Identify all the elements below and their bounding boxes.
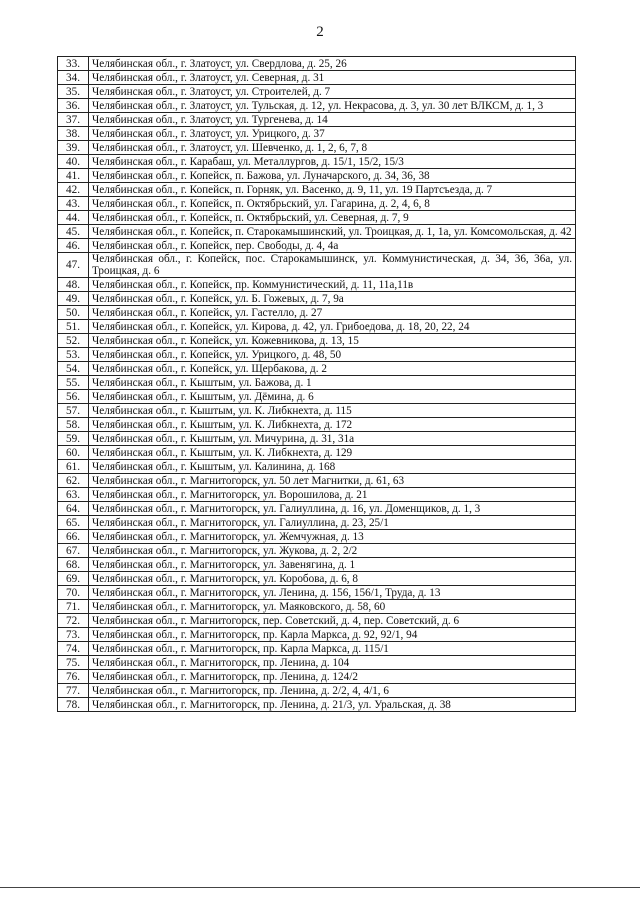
row-address: Челябинская обл., г. Кыштым, ул. К. Либкнехта, д. 172 (89, 418, 576, 432)
row-address: Челябинская обл., г. Карабаш, ул. Металлургов, д. 15/1, 15/2, 15/3 (89, 155, 576, 169)
table-row (58, 141, 576, 155)
table-row (58, 684, 576, 698)
table-row (58, 572, 576, 586)
table-row (58, 183, 576, 197)
row-address: Челябинская обл., г. Магнитогорск, ул. Жукова, д. 2, 2/2 (89, 544, 576, 558)
row-address: Челябинская обл., г. Магнитогорск, ул. Ленина, д. 156, 156/1, Труда, д. 13 (89, 586, 576, 600)
table-row (58, 670, 576, 684)
table-row (58, 253, 576, 278)
row-number: 47. (58, 253, 89, 278)
row-number: 46. (58, 239, 89, 253)
row-address: Челябинская обл., г. Магнитогорск, пер. Советский, д. 4, пер. Советский, д. 6 (89, 614, 576, 628)
row-address: Челябинская обл., г. Копейск, п. Старокамышинский, ул. Троицкая, д. 1, 1а, ул. Комсомольская, д. 42 (89, 225, 576, 239)
row-number: 71. (58, 600, 89, 614)
row-number: 59. (58, 432, 89, 446)
table-row (58, 446, 576, 460)
row-address: Челябинская обл., г. Магнитогорск, пр. Карла Маркса, д. 92, 92/1, 94 (89, 628, 576, 642)
row-number: 52. (58, 334, 89, 348)
row-address: Челябинская обл., г. Магнитогорск, ул. Коробова, д. 6, 8 (89, 572, 576, 586)
table-row (58, 306, 576, 320)
row-number: 53. (58, 348, 89, 362)
table-row (58, 155, 576, 169)
table-row (58, 628, 576, 642)
row-address: Челябинская обл., г. Копейск, ул. Урицкого, д. 48, 50 (89, 348, 576, 362)
row-address: Челябинская обл., г. Златоуст, ул. Тургенева, д. 14 (89, 113, 576, 127)
table-row (58, 127, 576, 141)
row-address: Челябинская обл., г. Копейск, пос. Старокамышинск, ул. Коммунистическая, д. 34, 36, 36а, ул. Троицкая, д. 6 (89, 253, 576, 278)
table-row (58, 698, 576, 712)
row-number: 54. (58, 362, 89, 376)
table-row (58, 390, 576, 404)
address-table-body (58, 57, 576, 712)
row-address: Челябинская обл., г. Магнитогорск, ул. Жемчужная, д. 13 (89, 530, 576, 544)
table-row (58, 71, 576, 85)
row-number: 67. (58, 544, 89, 558)
table-row (58, 432, 576, 446)
table-row (58, 558, 576, 572)
table-row (58, 404, 576, 418)
row-number: 40. (58, 155, 89, 169)
row-number: 57. (58, 404, 89, 418)
row-number: 44. (58, 211, 89, 225)
row-number: 49. (58, 292, 89, 306)
row-number: 48. (58, 278, 89, 292)
row-number: 76. (58, 670, 89, 684)
row-number: 61. (58, 460, 89, 474)
row-number: 36. (58, 99, 89, 113)
table-row (58, 278, 576, 292)
row-number: 69. (58, 572, 89, 586)
row-address: Челябинская обл., г. Кыштым, ул. Калинина, д. 168 (89, 460, 576, 474)
table-row (58, 530, 576, 544)
row-address: Челябинская обл., г. Кыштым, ул. Дёмина, д. 6 (89, 390, 576, 404)
row-number: 70. (58, 586, 89, 600)
row-address: Челябинская обл., г. Магнитогорск, пр. Ленина, д. 2/2, 4, 4/1, 6 (89, 684, 576, 698)
table-row (58, 614, 576, 628)
row-number: 66. (58, 530, 89, 544)
row-address: Челябинская обл., г. Златоуст, ул. Тульская, д. 12, ул. Некрасова, д. 3, ул. 30 лет ВЛКСМ, д. 1, 3 (89, 99, 576, 113)
row-address: Челябинская обл., г. Магнитогорск, пр. Карла Маркса, д. 115/1 (89, 642, 576, 656)
table-row (58, 113, 576, 127)
row-address: Челябинская обл., г. Копейск, пер. Свободы, д. 4, 4а (89, 239, 576, 253)
page-number: 2 (316, 24, 324, 40)
row-number: 78. (58, 698, 89, 712)
table-row (58, 197, 576, 211)
row-number: 58. (58, 418, 89, 432)
row-address: Челябинская обл., г. Магнитогорск, ул. 50 лет Магнитки, д. 61, 63 (89, 474, 576, 488)
table-row (58, 99, 576, 113)
row-number: 72. (58, 614, 89, 628)
table-row (58, 544, 576, 558)
table-row (58, 320, 576, 334)
row-address: Челябинская обл., г. Магнитогорск, ул. Галиуллина, д. 23, 25/1 (89, 516, 576, 530)
row-address: Челябинская обл., г. Магнитогорск, пр. Ленина, д. 104 (89, 656, 576, 670)
row-number: 65. (58, 516, 89, 530)
table-row (58, 600, 576, 614)
row-number: 55. (58, 376, 89, 390)
row-address: Челябинская обл., г. Кыштым, ул. Бажова, д. 1 (89, 376, 576, 390)
row-number: 37. (58, 113, 89, 127)
row-number: 56. (58, 390, 89, 404)
row-address: Челябинская обл., г. Магнитогорск, пр. Ленина, д. 124/2 (89, 670, 576, 684)
row-address: Челябинская обл., г. Копейск, ул. Б. Гожевых, д. 7, 9а (89, 292, 576, 306)
row-number: 38. (58, 127, 89, 141)
row-number: 50. (58, 306, 89, 320)
row-number: 63. (58, 488, 89, 502)
row-number: 35. (58, 85, 89, 99)
table-row (58, 656, 576, 670)
row-address: Челябинская обл., г. Копейск, ул. Кожевникова, д. 13, 15 (89, 334, 576, 348)
row-address: Челябинская обл., г. Копейск, п. Горняк, ул. Васенко, д. 9, 11, ул. 19 Партсъезда, д. 7 (89, 183, 576, 197)
table-row (58, 474, 576, 488)
table-row (58, 85, 576, 99)
row-number: 64. (58, 502, 89, 516)
table-row (58, 362, 576, 376)
table-row (58, 502, 576, 516)
table-row (58, 376, 576, 390)
row-number: 43. (58, 197, 89, 211)
row-address: Челябинская обл., г. Златоуст, ул. Урицкого, д. 37 (89, 127, 576, 141)
row-address: Челябинская обл., г. Копейск, пр. Коммунистический, д. 11, 11а,11в (89, 278, 576, 292)
table-row (58, 225, 576, 239)
table-row (58, 57, 576, 71)
row-number: 68. (58, 558, 89, 572)
table-row (58, 460, 576, 474)
row-address: Челябинская обл., г. Магнитогорск, ул. Ворошилова, д. 21 (89, 488, 576, 502)
row-address: Челябинская обл., г. Копейск, п. Октябрьский, ул. Гагарина, д. 2, 4, 6, 8 (89, 197, 576, 211)
row-address: Челябинская обл., г. Златоуст, ул. Шевченко, д. 1, 2, 6, 7, 8 (89, 141, 576, 155)
row-address: Челябинская обл., г. Копейск, ул. Щербакова, д. 2 (89, 362, 576, 376)
row-number: 33. (58, 57, 89, 71)
row-number: 41. (58, 169, 89, 183)
row-number: 51. (58, 320, 89, 334)
row-address: Челябинская обл., г. Копейск, ул. Гастелло, д. 27 (89, 306, 576, 320)
row-address: Челябинская обл., г. Кыштым, ул. К. Либкнехта, д. 115 (89, 404, 576, 418)
table-row (58, 292, 576, 306)
row-address: Челябинская обл., г. Златоуст, ул. Северная, д. 31 (89, 71, 576, 85)
table-row (58, 334, 576, 348)
table-row (58, 418, 576, 432)
table-row (58, 169, 576, 183)
row-address: Челябинская обл., г. Златоуст, ул. Свердлова, д. 25, 26 (89, 57, 576, 71)
table-row (58, 211, 576, 225)
table-row (58, 642, 576, 656)
row-number: 42. (58, 183, 89, 197)
row-number: 62. (58, 474, 89, 488)
row-number: 34. (58, 71, 89, 85)
table-row (58, 516, 576, 530)
table-row (58, 348, 576, 362)
row-address: Челябинская обл., г. Копейск, п. Октябрьский, ул. Северная, д. 7, 9 (89, 211, 576, 225)
row-address: Челябинская обл., г. Златоуст, ул. Строителей, д. 7 (89, 85, 576, 99)
row-address: Челябинская обл., г. Магнитогорск, ул. Маяковского, д. 58, 60 (89, 600, 576, 614)
table-row (58, 488, 576, 502)
row-number: 60. (58, 446, 89, 460)
row-address: Челябинская обл., г. Магнитогорск, ул. Завенягина, д. 1 (89, 558, 576, 572)
row-address: Челябинская обл., г. Кыштым, ул. К. Либкнехта, д. 129 (89, 446, 576, 460)
bottom-divider (0, 887, 640, 888)
row-number: 75. (58, 656, 89, 670)
row-number: 73. (58, 628, 89, 642)
row-address: Челябинская обл., г. Магнитогорск, пр. Ленина, д. 21/3, ул. Уральская, д. 38 (89, 698, 576, 712)
row-address: Челябинская обл., г. Копейск, ул. Кирова, д. 42, ул. Грибоедова, д. 18, 20, 22, 24 (89, 320, 576, 334)
table-row (58, 239, 576, 253)
address-table (57, 56, 576, 712)
row-number: 74. (58, 642, 89, 656)
row-address: Челябинская обл., г. Магнитогорск, ул. Галиуллина, д. 16, ул. Доменщиков, д. 1, 3 (89, 502, 576, 516)
row-address: Челябинская обл., г. Копейск, п. Бажова, ул. Луначарского, д. 34, 36, 38 (89, 169, 576, 183)
row-number: 39. (58, 141, 89, 155)
row-number: 77. (58, 684, 89, 698)
row-number: 45. (58, 225, 89, 239)
table-row (58, 586, 576, 600)
row-address: Челябинская обл., г. Кыштым, ул. Мичурина, д. 31, 31а (89, 432, 576, 446)
